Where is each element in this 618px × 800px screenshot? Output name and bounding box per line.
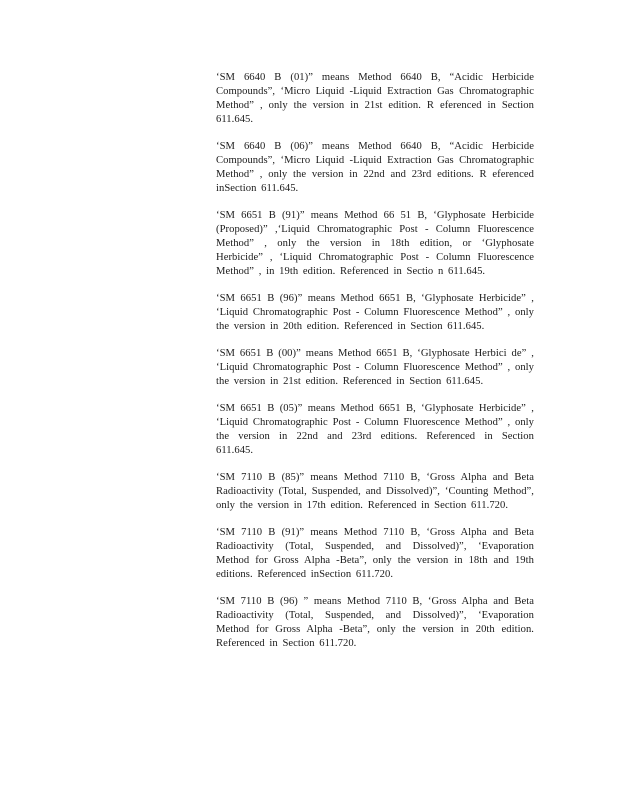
definition-paragraph: ‘SM 6651 B (91)” means Method 66 51 B, ‘Glyphosate Herbicide (Proposed)” ,‘Liquid Chromatographic Post - Column Fluorescence Method” , only the version in 18th edition, or ‘Glyphosate Herbicide” , ‘Liquid Chromatographic Post - Column Fluorescence Method” , in 19th edition. Referenced in Sectio n 611.645. [216, 210, 534, 277]
document-body [216, 71, 534, 651]
definition-paragraph: ‘SM 6640 B (06)” means Method 6640 B, “Acidic Herbicide Compounds”, ‘Micro Liquid -Liquid Extraction Gas Chromatographic Method” , only the version in 22nd and 23rd editions. R eferenced inSection 611.645. [216, 141, 534, 194]
definition-paragraph: ‘SM 6651 B (00)” means Method 6651 B, ‘Glyphosate Herbici de” , ‘Liquid Chromatographic Post - Column Fluorescence Method” , only the version in 21st edition. Referenced in Section 611.645. [216, 348, 534, 387]
definition-paragraph: ‘SM 6651 B (05)” means Method 6651 B, ‘Glyphosate Herbicide” , ‘Liquid Chromatographic Post - Column Fluorescence Method” , only the version in 22nd and 23rd editions. Referenced in Section 611.645. [216, 403, 534, 456]
definition-paragraph: ‘SM 7110 B (85)” means Method 7110 B, ‘Gross Alpha and Beta Radioactivity (Total, Suspended, and Dissolved)”, ‘Counting Method”, only the version in 17th edition. Referenced in Section 611.720. [216, 472, 534, 511]
definition-paragraph: ‘SM 6651 B (96)” means Method 6651 B, ‘Glyphosate Herbicide” , ‘Liquid Chromatographic Post - Column Fluorescence Method” , only the version in 20th edition. Referenced in Section 611.645. [216, 293, 534, 332]
definition-paragraph: ‘SM 7110 B (96) ” means Method 7110 B, ‘Gross Alpha and Beta Radioactivity (Total, Suspended, and Dissolved)”, ‘Evaporation Method for Gross Alpha -Beta”, only the version in 20th edition. Referenced in Section 611.720. [216, 596, 534, 649]
definition-paragraph: ‘SM 7110 B (91)” means Method 7110 B, ‘Gross Alpha and Beta Radioactivity (Total, Suspended, and Dissolved)”, ‘Evaporation Method for Gross Alpha -Beta”, only the version in 18th and 19th editions. Referenced inSection 611.720. [216, 527, 534, 580]
definition-paragraph: ‘SM 6640 B (01)” means Method 6640 B, “Acidic Herbicide Compounds”, ‘Micro Liquid -Liquid Extraction Gas Chromatographic Method” , only the version in 21st edition. R eferenced in Section 611.645. [216, 72, 534, 125]
